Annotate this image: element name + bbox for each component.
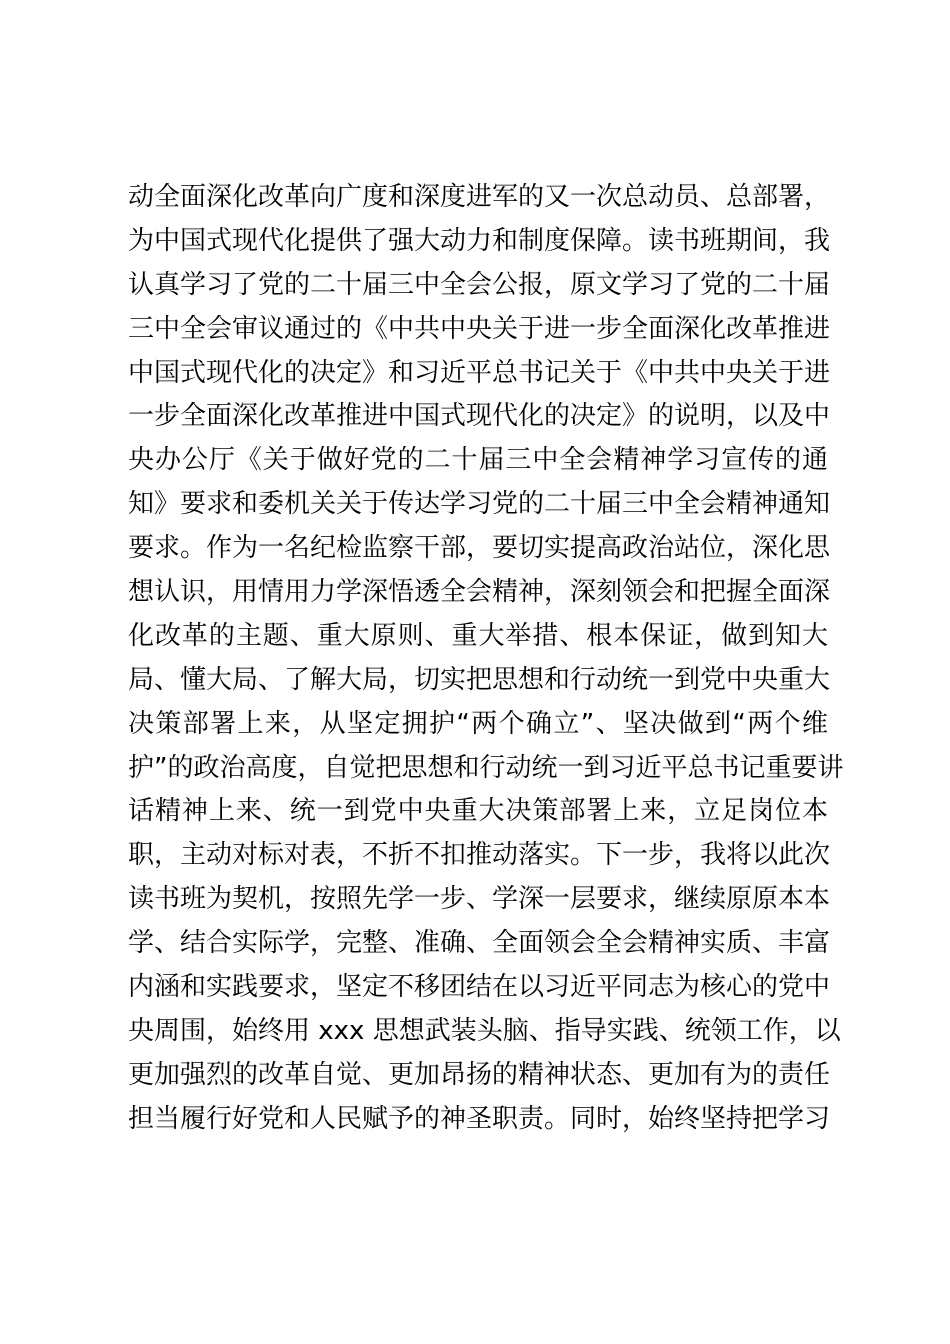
text-line: 知》要求和委机关关于传达学习党的二十届三中全会精神通知: [128, 489, 831, 520]
text-line: 要求。作为一名纪检监察干部，要切实提高政治站位，深化思: [128, 533, 831, 564]
text-line: 一步全面深化改革推进中国式现代化的决定》的说明，以及中: [128, 401, 831, 432]
text-line: 化改革的主题、重大原则、重大举措、根本保证，做到知大: [128, 620, 828, 651]
text-line: 更加强烈的改革自觉、更加昂扬的精神状态、更加有为的责任: [128, 1059, 831, 1090]
text-line: 央周围，始终用 xxx 思想武装头脑、指导实践、统领工作，以: [128, 1015, 841, 1046]
body-paragraph: [128, 176, 844, 1142]
text-line: 职，主动对标对表，不折不扣推动落实。下一步，我将以此次: [128, 840, 831, 871]
text-line: 局、懂大局、了解大局，切实把思想和行动统一到党中央重大: [128, 664, 831, 695]
text-line: 读书班为契机，按照先学一步、学深一层要求，继续原原本本: [128, 884, 831, 915]
text-line: 想认识，用情用力学深悟透全会精神，深刻领会和把握全面深: [128, 577, 831, 608]
text-line: 护”的政治高度，自觉把思想和行动统一到习近平总书记重要讲: [128, 752, 844, 783]
text-line: 认真学习了党的二十届三中全会公报，原文学习了党的二十届: [128, 269, 831, 300]
text-line: 央办公厅《关于做好党的二十届三中全会精神学习宣传的通: [128, 445, 828, 476]
text-line: 三中全会审议通过的《中共中央关于进一步全面深化改革推进: [128, 313, 831, 344]
text-line: 为中国式现代化提供了强大动力和制度保障。读书班期间，我: [128, 225, 831, 256]
text-line: 内涵和实践要求，坚定不移团结在以习近平同志为核心的党中: [128, 972, 831, 1003]
text-line: 担当履行好党和人民赋予的神圣职责。同时，始终坚持把学习: [128, 1103, 831, 1134]
text-line: 决策部署上来，从坚定拥护“两个确立”、坚决做到“两个维: [128, 708, 828, 739]
text-line: 话精神上来、统一到党中央重大决策部署上来，立足岗位本: [128, 796, 828, 827]
text-line: 学、结合实际学，完整、准确、全面领会全会精神实质、丰富: [128, 928, 831, 959]
text-line: 中国式现代化的决定》和习近平总书记关于《中共中央关于进: [128, 357, 831, 388]
text-line: 动全面深化改革向广度和深度进军的又一次总动员、总部署，: [128, 182, 831, 212]
